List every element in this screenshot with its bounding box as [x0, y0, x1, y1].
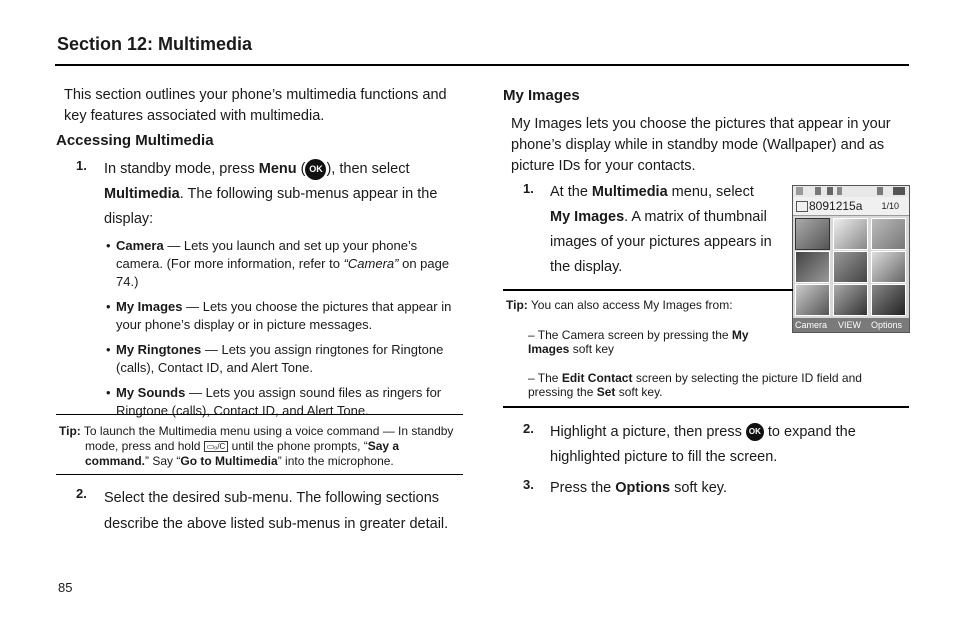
step-number: 1. — [76, 158, 87, 173]
accessing-multimedia-heading: Accessing Multimedia — [56, 132, 214, 149]
softkey-bar — [793, 318, 909, 332]
thumbnail[interactable] — [795, 251, 830, 283]
step-text: In standby mode, press Menu ( OK ), then select Multimedia. The following sub-menus appear in the display: — [104, 157, 444, 232]
step-number: 1. — [523, 181, 534, 196]
my-images-heading: My Images — [503, 87, 580, 104]
images-step-1 — [523, 180, 772, 275]
tip-item: – The Edit Contact screen by selecting the picture ID field and pressing the Set soft key. — [528, 371, 862, 399]
step-number: 3. — [523, 477, 534, 492]
accessing-step-2 — [76, 485, 449, 532]
folder-icon — [796, 201, 808, 212]
step-text: Select the desired sub-menu. The following sections describe the above listed sub-menus in greater detail. — [104, 490, 449, 532]
ok-key-icon: OK — [746, 423, 764, 441]
softkey-camera[interactable]: Camera — [795, 320, 828, 330]
step-number: 2. — [76, 486, 87, 501]
list-item: • Camera — Lets you launch and set up your phone’s camera. (For more information, refer to “Camera” on page 74.) — [106, 238, 450, 289]
images-step-2 — [523, 420, 856, 465]
thumbnail[interactable] — [833, 251, 868, 283]
ok-key-icon: OK — [305, 159, 326, 180]
title-rule — [55, 64, 909, 66]
tip-bottom-rule — [503, 406, 909, 408]
step-number: 2. — [523, 421, 534, 436]
voice-command-tip: Tip: To launch the Multimedia menu using a voice command — In standby mode, press and hold ▭ₒ/C until the phone prompts, “Say a command.” Say “Go to Multimedia” into the microphone. — [56, 414, 463, 475]
images-step-3 — [523, 476, 728, 496]
step-text: At the Multimedia menu, select My Images. A matrix of thumbnail images of your pictures appears in the display. — [550, 184, 772, 275]
thumbnail[interactable] — [871, 218, 906, 250]
intro-paragraph: This section outlines your phone’s multimedia functions and key features associated with multimedia. — [64, 87, 447, 124]
softkey-options[interactable]: Options — [871, 320, 903, 330]
thumbnail[interactable] — [871, 251, 906, 283]
softkey-view[interactable]: VIEW — [838, 320, 862, 330]
voice-key-icon: ▭ₒ/C — [204, 441, 229, 452]
page-number: 85 — [58, 580, 73, 595]
image-header — [793, 197, 909, 216]
thumbnail[interactable] — [833, 218, 868, 250]
accessing-step-1 — [76, 157, 438, 227]
my-images-tip: Tip: You can also access My Images from: – The Camera screen by pressing the My Images soft key – The Edit Contact screen by selecting the picture ID field and pressing the Set soft key. — [506, 298, 911, 312]
section-title: Section 12: Multimedia — [57, 34, 253, 54]
tip-item: – The Camera screen by pressing the My Images soft key — [528, 328, 749, 356]
my-images-description: My Images lets you choose the pictures that appear in your phone’s display while in standby mode (Wallpaper) and as picture IDs for your contacts. — [511, 116, 891, 174]
step-text: Press the Options soft key. — [550, 480, 728, 496]
image-counter: 1/10 — [881, 201, 899, 211]
step-text: Highlight a picture, then press OK to expand the highlighted picture to fill the screen. — [550, 424, 856, 465]
list-item: • My Ringtones — Lets you assign ringtones for Ringtone (calls), Contact ID, and Alert Tone. — [106, 342, 444, 375]
list-item: • My Sounds — Lets you assign sound files as ringers for Ringtone (calls), Contact ID, and Alert Tone. — [106, 385, 442, 418]
thumbnail[interactable] — [795, 218, 830, 250]
submenu-list — [106, 237, 466, 427]
image-filename: 8091215a — [809, 199, 863, 213]
tip-top-rule — [503, 289, 793, 291]
list-item: • My Images — Lets you choose the pictures that appear in your phone’s display or in picture messages. — [106, 299, 452, 332]
status-bar — [793, 186, 909, 197]
